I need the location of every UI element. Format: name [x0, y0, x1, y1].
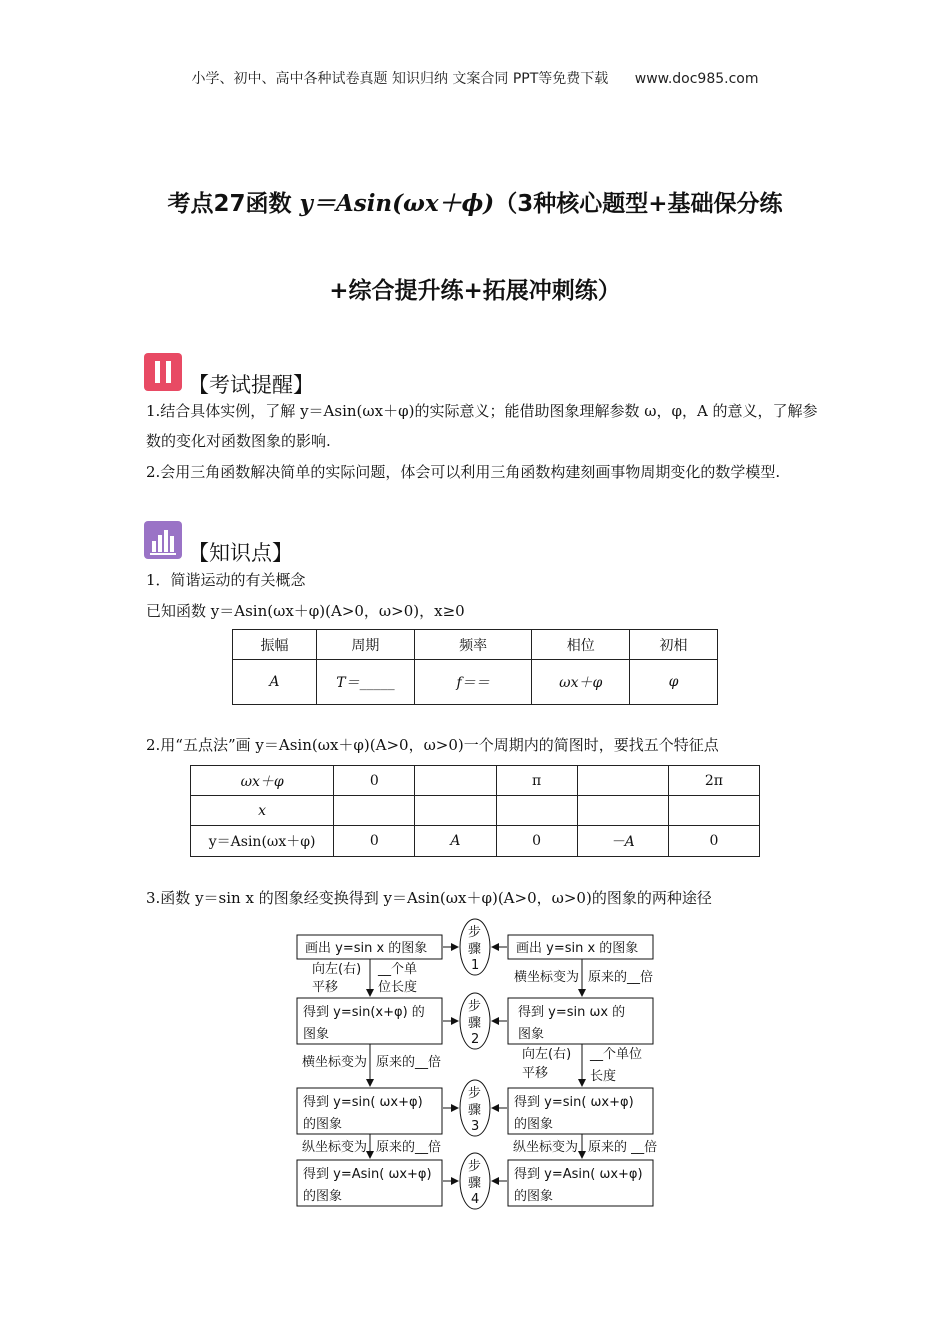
- five-point-table: [190, 765, 760, 857]
- table-cell: T＝_____: [316, 660, 414, 705]
- right-box-4-line2: 的图象: [514, 1189, 554, 1204]
- step-4-ellipse: [460, 1153, 490, 1209]
- page-header: [0, 68, 950, 88]
- step-1-mid: 骤: [468, 942, 482, 957]
- header-text: 小学、初中、高中各种试卷真题 知识归纳 文案合同 PPT等免费下载: [191, 71, 609, 87]
- left-t1d: 位长度: [378, 980, 418, 995]
- step-3-num: 3: [471, 1119, 480, 1134]
- header-site: www.doc985.com: [634, 71, 759, 87]
- table-cell: ωx＋φ: [191, 766, 334, 796]
- right-t2c: __个单位: [590, 1047, 643, 1062]
- table-cell: 0: [334, 826, 415, 857]
- bar-chart-icon: [144, 521, 182, 559]
- table-cell: 2π: [668, 766, 759, 796]
- left-box-1-label: 画出 y=sin x 的图象: [305, 941, 428, 956]
- left-t1c: __个单: [378, 962, 418, 977]
- table-cell: [415, 766, 496, 796]
- page-title: [0, 185, 950, 218]
- step-2-mid: 骤: [468, 1016, 482, 1031]
- right-box-4-line1: 得到 y=Asin( ωx+φ): [514, 1167, 643, 1182]
- step-4-mid: 骤: [468, 1176, 482, 1191]
- table-cell: π: [496, 766, 577, 796]
- left-box-3-line2: 的图象: [303, 1117, 343, 1132]
- right-box-2-line1: 得到 y=sin ωx 的: [518, 1005, 626, 1020]
- table-header-cell: 振幅: [233, 630, 317, 660]
- table-cell: A: [415, 826, 496, 857]
- table-cell: －A: [577, 826, 668, 857]
- right-t1a: 横坐标变为: [514, 970, 580, 985]
- table-cell: [415, 796, 496, 826]
- step-2-ellipse: [460, 993, 490, 1049]
- table-cell: [668, 796, 759, 826]
- right-box-1-label: 画出 y=sin x 的图象: [516, 941, 639, 956]
- table-cell: [577, 796, 668, 826]
- table-header-cell: 初相: [630, 630, 718, 660]
- left-t3b: 原来的__倍: [376, 1140, 442, 1155]
- right-t1b: 原来的__倍: [588, 970, 654, 985]
- exam-paragraph-2: 2.会用三角函数解决简单的实际问题，体会可以利用三角函数构建刻画事物周期变化的数学模型.: [146, 463, 781, 481]
- table-cell: ωx＋φ: [532, 660, 630, 705]
- table-header-cell: 相位: [532, 630, 630, 660]
- right-box-3-line2: 的图象: [514, 1117, 554, 1132]
- left-box-3-line1: 得到 y=sin( ωx+φ): [303, 1095, 423, 1110]
- right-box-3-line1: 得到 y=sin( ωx+φ): [514, 1095, 634, 1110]
- right-box-2-line2: 图象: [518, 1027, 545, 1042]
- section-heading-knowledge: 【知识点】: [188, 541, 293, 565]
- table-cell: x: [191, 796, 334, 826]
- step-3-mid: 骤: [468, 1103, 482, 1118]
- table-row: [191, 766, 760, 796]
- table-cell: [496, 796, 577, 826]
- table-cell: φ: [630, 660, 718, 705]
- left-box-2-line2: 图象: [303, 1027, 330, 1042]
- table-cell: 0: [334, 766, 415, 796]
- step-2-top: 步: [468, 999, 482, 1014]
- step-4-num: 4: [471, 1192, 480, 1207]
- right-t3b: 原来的 __倍: [588, 1140, 658, 1155]
- step-1-top: 步: [468, 925, 482, 940]
- knowledge-item-3: 3.函数 y＝sin x 的图象经变换得到 y＝Asin(ωx＋φ)(A>0，ω>0)的图象的两种途径: [146, 889, 712, 907]
- left-box-2-line1: 得到 y=sin(x+φ) 的: [303, 1005, 425, 1020]
- table-cell: A: [233, 660, 317, 705]
- left-box-4-line2: 的图象: [303, 1189, 343, 1204]
- title-formula: y＝Asin(ωx＋ϕ): [299, 190, 495, 217]
- step-4-top: 步: [468, 1159, 482, 1174]
- page-title-line2: +综合提升练+拓展冲刺练）: [329, 278, 621, 304]
- knowledge-item-2: 2.用“五点法”画 y＝Asin(ωx＋φ)(A>0，ω>0)一个周期内的简图时，要找五个特征点: [146, 736, 719, 754]
- step-1-ellipse: [460, 919, 490, 975]
- table-row: [191, 826, 760, 857]
- table-cell: y＝Asin(ωx＋φ): [191, 826, 334, 857]
- title-suffix: （3种核心题型+基础保分练: [494, 191, 783, 217]
- step-2-num: 2: [471, 1032, 480, 1047]
- exam-paragraph-1: 1.结合具体实例，了解 y＝Asin(ωx＋φ)的实际意义；能借助图象理解参数 ω，φ，A 的意义，了解参数的变化对函数图象的影响.: [146, 402, 818, 450]
- table-cell: [577, 766, 668, 796]
- table-cell: 0: [496, 826, 577, 857]
- table-header-cell: 频率: [414, 630, 531, 660]
- pause-bars-icon: [144, 353, 182, 391]
- section-heading-exam: 【考试提醒】: [188, 373, 314, 397]
- right-t3a: 纵坐标变为: [513, 1140, 579, 1155]
- title-prefix: 考点27函数: [167, 191, 300, 217]
- knowledge-intro: 已知函数 y＝Asin(ωx＋φ)(A>0，ω>0)，x≥0: [146, 602, 465, 620]
- knowledge-item-1: 1．简谐运动的有关概念: [146, 571, 306, 589]
- concept-table: [232, 629, 718, 705]
- right-t2a: 向左(右): [522, 1047, 572, 1062]
- step-3-top: 步: [468, 1086, 482, 1101]
- left-box-4-line1: 得到 y=Asin( ωx+φ): [303, 1167, 432, 1182]
- left-t1b: 平移: [312, 980, 339, 995]
- right-t2d: 长度: [590, 1069, 617, 1084]
- table-row: [233, 660, 718, 705]
- table-cell: 0: [668, 826, 759, 857]
- left-t2b: 原来的__倍: [376, 1055, 442, 1070]
- step-3-ellipse: [460, 1080, 490, 1136]
- table-row: [233, 630, 718, 660]
- table-cell: [334, 796, 415, 826]
- transformation-flow-diagram: [290, 918, 670, 1213]
- left-t3a: 纵坐标变为: [302, 1140, 368, 1155]
- left-t1a: 向左(右): [312, 962, 362, 977]
- left-t2a: 横坐标变为: [302, 1055, 368, 1070]
- right-t2b: 平移: [522, 1066, 549, 1081]
- table-row: [191, 796, 760, 826]
- step-1-num: 1: [471, 958, 480, 973]
- table-cell: f＝＝: [414, 660, 531, 705]
- table-header-cell: 周期: [316, 630, 414, 660]
